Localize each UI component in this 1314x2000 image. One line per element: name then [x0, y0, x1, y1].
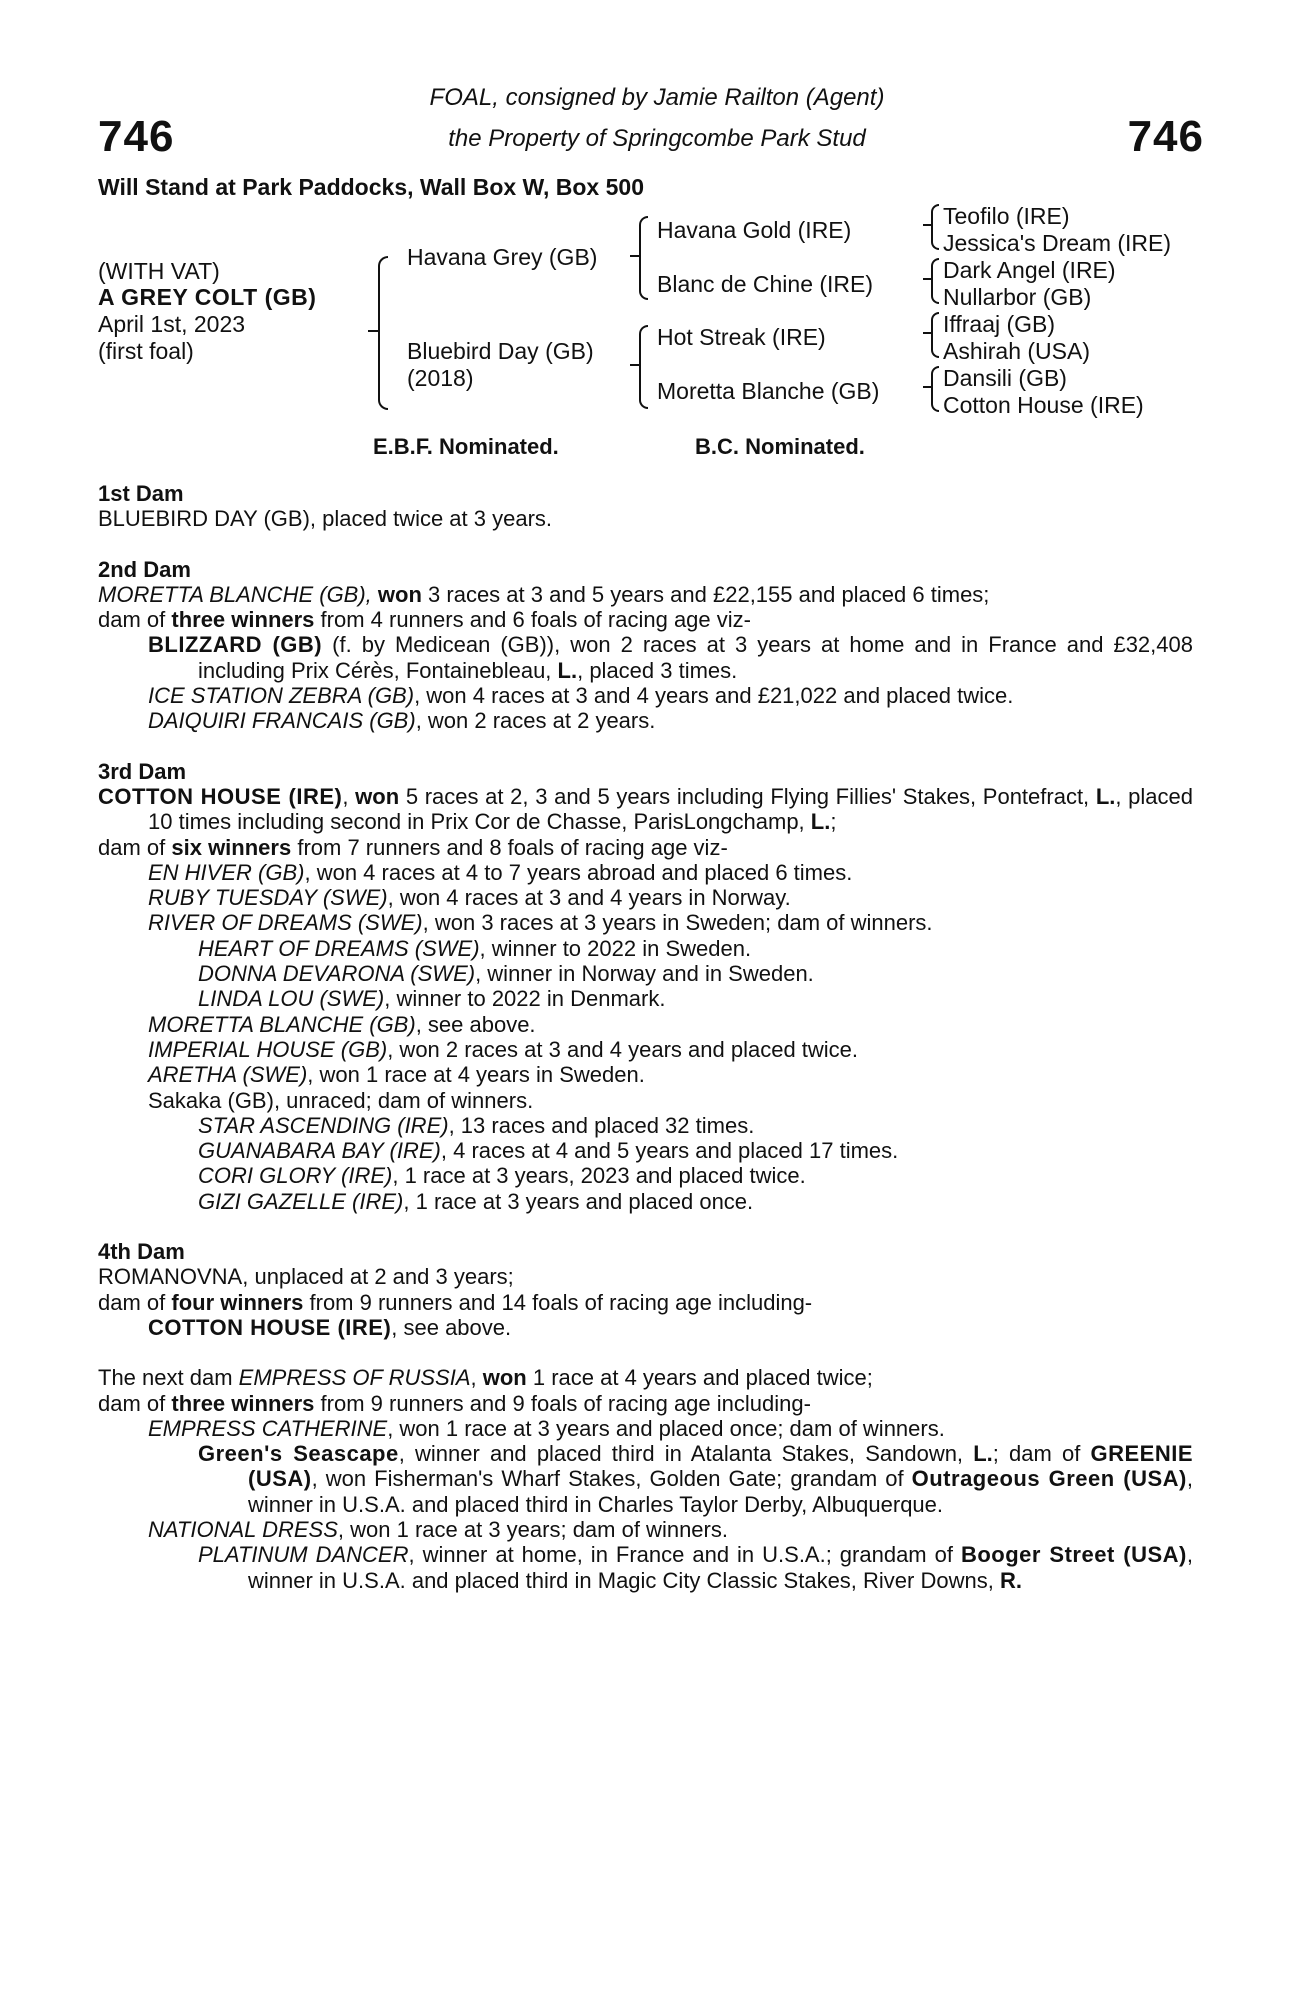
next-dam-dam-of: dam of — [98, 1390, 172, 1416]
dam2-record: 3 races at 3 and 5 years and £22,155 and placed 6 times; — [421, 581, 990, 607]
entry-record: , see above. — [415, 1011, 536, 1037]
sire-dam: Blanc de Chine (IRE) — [657, 271, 874, 297]
g3-brace-4-tip — [923, 386, 931, 388]
foal-note: (first foal) — [98, 338, 194, 364]
entry-record: , won 2 races at 3 and 4 years and placed twice. — [387, 1036, 859, 1062]
dam2-dam-of: dam of — [98, 607, 172, 633]
child-record-end: , placed 3 times. — [577, 657, 738, 683]
entry-record: , won 4 races at 4 to 7 years abroad and placed 6 times. — [304, 859, 853, 885]
child-name: EMPRESS CATHERINE — [148, 1415, 388, 1441]
grandchild-record: , winner at home, in France and in U.S.A.; grandam of — [408, 1542, 961, 1568]
dam3-line1 — [98, 784, 1193, 835]
dam1-heading: 1st Dam — [98, 481, 184, 506]
g3-brace-4 — [931, 366, 939, 412]
next-dam-runners: from 9 runners and 9 foals of racing age including- — [314, 1390, 811, 1416]
g3-dam-dam-sire: Dansili (GB) — [943, 365, 1067, 391]
g3-brace-1-tip — [923, 224, 931, 226]
g3-dam-sire-sire: Iffraaj (GB) — [943, 311, 1056, 337]
dam2-name: MORETTA BLANCHE (GB), — [98, 581, 372, 607]
entry-name: LINDA LOU (SWE) — [198, 986, 385, 1012]
dam2-child-1 — [98, 632, 1193, 683]
dam3-entry-5 — [98, 986, 1193, 1011]
entry-name: CORI GLORY (IRE) — [198, 1163, 393, 1189]
entry-record: , won 4 races at 3 and 4 years in Norway. — [387, 885, 791, 911]
bc-nominated: B.C. Nominated. — [695, 434, 865, 459]
dam3-entry-3 — [98, 936, 1193, 961]
dam3-entry-9 — [98, 1088, 1193, 1113]
pedigree-brace-tip — [368, 330, 378, 332]
dam4-line2 — [98, 1290, 1193, 1315]
dam3-entry-6 — [98, 1012, 1193, 1037]
greatgreatgrandchild-name: Outrageous Green (USA) — [911, 1466, 1187, 1492]
dam3-entry-7 — [98, 1037, 1193, 1062]
grandchild-record: , winner and placed third in Atalanta Stakes, Sandown, — [398, 1441, 974, 1467]
entry-record: , 1 race at 3 years and placed once. — [403, 1188, 754, 1214]
dam3-entry-1 — [98, 885, 1193, 910]
foaling-date: April 1st, 2023 — [98, 311, 246, 337]
child-name: COTTON HOUSE (IRE) — [148, 1314, 392, 1340]
entry-record: , unraced; dam of winners. — [273, 1087, 534, 1113]
entry-name: EN HIVER (GB) — [148, 859, 305, 885]
dam4-line1: ROMANOVNA, unplaced at 2 and 3 years; — [98, 1264, 514, 1290]
dam4-dam-of: dam of — [98, 1289, 172, 1315]
entry-record: , 4 races at 4 and 5 years and placed 17 times. — [440, 1138, 899, 1164]
dam3-runners: from 7 runners and 8 foals of racing age viz- — [291, 834, 728, 860]
next-dam-won: won — [482, 1365, 527, 1391]
consignor-line: FOAL, consigned by Jamie Railton (Agent) — [429, 84, 885, 111]
child-name: NATIONAL DRESS — [148, 1516, 338, 1542]
entry-record: , winner in Norway and in Sweden. — [475, 961, 814, 987]
next-dam-winners: three winners — [171, 1390, 315, 1416]
next-dam-child-2 — [98, 1517, 1193, 1542]
catalogue-body — [98, 481, 1193, 1593]
dam3-line2 — [98, 835, 1193, 860]
listed-mark: L. — [973, 1441, 993, 1467]
dam3-entry-11 — [98, 1138, 1193, 1163]
dam3-name: COTTON HOUSE (IRE) — [98, 783, 343, 809]
entry-name: GUANABARA BAY (IRE) — [198, 1138, 441, 1164]
dam3-entry-10 — [98, 1113, 1193, 1138]
dam3-record: 5 races at 2, 3 and 5 years including Flying Fillies' Stakes, Pontefract, — [399, 783, 1096, 809]
ebf-nominated: E.B.F. Nominated. — [373, 434, 559, 459]
child-record: , won 2 races at 2 years. — [415, 708, 656, 734]
listed-mark: L. — [810, 809, 831, 835]
child-record: , won 1 race at 3 years and placed once; dam of winners. — [387, 1415, 945, 1441]
restricted-mark: R. — [999, 1567, 1022, 1593]
grandchild-name: PLATINUM DANCER — [198, 1542, 409, 1568]
listed-mark: L. — [1095, 783, 1116, 809]
next-dam-grandchild-1 — [98, 1441, 1193, 1517]
greatgreatgrandchild-record: , winner in U.S.A. and placed third in Charles Taylor Derby, Albuquerque. — [248, 1466, 1193, 1517]
dam3-won: won — [355, 783, 400, 809]
dam4-heading: 4th Dam — [98, 1239, 185, 1265]
g3-brace-3 — [931, 312, 939, 358]
entry-name: HEART OF DREAMS (SWE) — [198, 935, 480, 961]
entry-name: RIVER OF DREAMS (SWE) — [148, 910, 423, 936]
next-dam-comma: , — [470, 1365, 483, 1391]
grandchild-dam-of: ; dam of — [992, 1441, 1091, 1467]
entry-record: , 13 races and placed 32 times. — [448, 1112, 755, 1138]
dam3-dam-of: dam of — [98, 834, 172, 860]
greatgrandchild-record: , winner in U.S.A. and placed third in Magic City Classic Stakes, River Downs, — [248, 1542, 1193, 1593]
child-name: ICE STATION ZEBRA (GB) — [148, 683, 415, 709]
g3-sire-dam-sire: Dark Angel (IRE) — [943, 257, 1116, 283]
entry-name: IMPERIAL HOUSE (GB) — [148, 1036, 388, 1062]
dam3-entry-13 — [98, 1189, 1193, 1214]
dam3-comma: , — [342, 783, 356, 809]
dam2-runners: from 4 runners and 6 foals of racing age viz- — [314, 607, 751, 633]
entry-name: STAR ASCENDING (IRE) — [198, 1112, 449, 1138]
entry-record: , winner to 2022 in Sweden. — [479, 935, 752, 961]
dam4-runners: from 9 runners and 14 foals of racing age including- — [303, 1289, 813, 1315]
g3-sire-sire-dam: Jessica's Dream (IRE) — [943, 230, 1172, 256]
dam-year: (2018) — [407, 365, 474, 391]
entry-record: , won 1 race at 4 years in Sweden. — [307, 1062, 645, 1088]
entry-name: Sakaka (GB) — [148, 1087, 274, 1113]
g3-dam-dam-dam: Cotton House (IRE) — [943, 392, 1144, 418]
child-record: , see above. — [391, 1314, 512, 1340]
greatgrandchild-name: GREENIE (USA) — [248, 1441, 1194, 1492]
child-name: BLIZZARD (GB) — [148, 632, 323, 658]
sire: Havana Grey (GB) — [407, 244, 598, 270]
g3-brace-3-tip — [923, 332, 931, 334]
property-line: the Property of Springcombe Park Stud — [448, 125, 866, 152]
dam3-progeny-list — [98, 860, 1193, 1214]
g3-brace-2-tip — [923, 278, 931, 280]
dam4-winners: four winners — [171, 1289, 304, 1315]
dam-brace — [639, 325, 648, 409]
dam-sire: Hot Streak (IRE) — [657, 324, 826, 350]
entry-name: DONNA DEVARONA (SWE) — [198, 961, 476, 987]
dam4-child-1 — [98, 1315, 1193, 1340]
dam3-entry-4 — [98, 961, 1193, 986]
lot-title: A GREY COLT (GB) — [98, 284, 317, 310]
lot-number-right: 746 — [1127, 112, 1204, 161]
dam2-child-2 — [98, 683, 1193, 708]
next-dam-pre: The next dam — [98, 1365, 239, 1391]
sire-brace-tip — [630, 255, 640, 257]
next-dam-line1 — [98, 1365, 1193, 1390]
dam2-line2 — [98, 607, 1193, 632]
child-name: DAIQUIRI FRANCAIS (GB) — [148, 708, 416, 734]
next-dam-child-1 — [98, 1416, 1193, 1441]
entry-name: ARETHA (SWE) — [148, 1062, 308, 1088]
entry-record: , winner to 2022 in Denmark. — [384, 986, 666, 1012]
dam-brace-tip — [630, 364, 640, 366]
dam2-heading: 2nd Dam — [98, 556, 191, 582]
child-record: , won 1 race at 3 years; dam of winners. — [337, 1516, 728, 1542]
g3-sire-sire-sire: Teofilo (IRE) — [943, 203, 1070, 229]
sire-sire: Havana Gold (IRE) — [657, 217, 852, 243]
dam-dam: Moretta Blanche (GB) — [657, 378, 880, 404]
g3-sire-dam-dam: Nullarbor (GB) — [943, 284, 1092, 310]
next-dam-line2 — [98, 1391, 1193, 1416]
listed-mark: L. — [557, 657, 578, 683]
entry-record: , 1 race at 3 years, 2023 and placed twice. — [392, 1163, 806, 1189]
child-record: (f. by Medicean (GB)), won 2 races at 3 years at home and in France and £32,408 including Prix Cérès, Fontainebleau, — [198, 632, 1193, 683]
dam3-record-end: ; — [830, 809, 837, 835]
grandchild-name: Green's Seascape — [198, 1441, 399, 1467]
pedigree-brace-main — [378, 256, 388, 410]
entry-name: MORETTA BLANCHE (GB) — [148, 1011, 416, 1037]
dam3-winners: six winners — [171, 834, 292, 860]
dam3-entry-8 — [98, 1062, 1193, 1087]
dam1-text: BLUEBIRD DAY (GB), placed twice at 3 years. — [98, 506, 553, 532]
entry-name: RUBY TUESDAY (SWE) — [148, 885, 388, 911]
dam3-entry-0 — [98, 860, 1193, 885]
entry-name: GIZI GAZELLE (IRE) — [198, 1188, 404, 1214]
g3-brace-1 — [931, 204, 939, 250]
dam2-won: won — [377, 581, 422, 607]
next-dam-name: EMPRESS OF RUSSIA — [238, 1365, 471, 1391]
g3-brace-2 — [931, 258, 939, 304]
stand-location: Will Stand at Park Paddocks, Wall Box W, Box 500 — [98, 174, 644, 200]
dam2-line1 — [98, 582, 1193, 607]
dam3-entry-2 — [98, 910, 1193, 935]
entry-record: , won 3 races at 3 years in Sweden; dam of winners. — [422, 910, 933, 936]
vat-note: (WITH VAT) — [98, 258, 220, 284]
next-dam-grandchild-2 — [98, 1542, 1193, 1593]
greatgrandchild-name: Booger Street (USA) — [960, 1542, 1187, 1568]
dam2-child-3 — [98, 708, 1193, 733]
dam2-winners: three winners — [171, 607, 315, 633]
dam3-record-2: , placed 10 times including second in Prix Cor de Chasse, ParisLongchamp, — [148, 783, 1194, 835]
greatgrandchild-record: , won Fisherman's Wharf Stakes, Golden Gate; grandam of — [311, 1466, 912, 1492]
sire-brace — [639, 216, 648, 300]
dam3-heading: 3rd Dam — [98, 758, 187, 784]
g3-dam-sire-dam: Ashirah (USA) — [943, 338, 1090, 364]
lot-number-left: 746 — [98, 112, 175, 161]
dam: Bluebird Day (GB) — [407, 338, 594, 364]
dam3-entry-12 — [98, 1163, 1193, 1188]
child-record: , won 4 races at 3 and 4 years and £21,022 and placed twice. — [414, 683, 1014, 709]
next-dam-record: 1 race at 4 years and placed twice; — [526, 1365, 873, 1391]
